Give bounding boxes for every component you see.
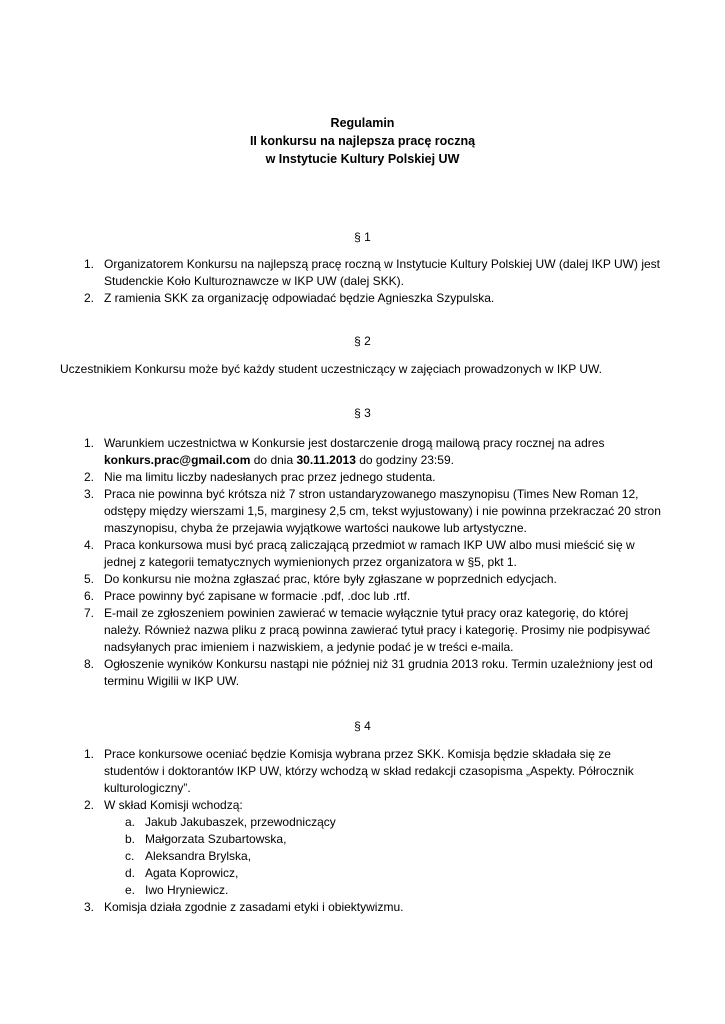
member-letter: b.	[125, 832, 136, 846]
list-item	[84, 797, 664, 899]
section-4-list	[84, 746, 664, 916]
title-line-3: w Instytucie Kultury Polskiej UW	[265, 152, 460, 166]
item-text: Prace konkursowe oceniać będzie Komisja wybrana przez SKK. Komisja będzie składała się ze studentów i doktorantów IKP UW, którzy wchodzą w skład redakcji czasopisma „Aspekty. Półrocznik kulturologiczny”.	[104, 747, 634, 795]
item-text: E-mail ze zgłoszeniem powinien zawierać w temacie wyłącznie tytuł pracy oraz kategorię, do której należy. Również nazwa pliku z pracą powinna zawierać tytuł pracy i kategorię. Prosimy nie podpisywać nadsyłanych prac imieniem i nazwiskiem, a jedynie podać je w treści e-maila.	[104, 606, 651, 654]
member-name: Małgorzata Szubartowska,	[145, 832, 287, 846]
list-item	[84, 469, 664, 486]
section-3-list	[84, 435, 664, 690]
section-1-heading: § 1	[354, 230, 371, 244]
item-number: 1.	[84, 436, 95, 450]
deadline-date: 30.11.2013	[296, 453, 356, 467]
item-text: do godziny 23:59.	[355, 453, 454, 467]
item-text: Praca nie powinna być krótsza niż 7 stron ustandaryzowanego maszynopisu (Times New Roman 12, odstępy między wierszami 1,5, marginesy 2,5 cm, tekst wyjustowany) i nie powinna przekraczać 20 stron maszynopisu, chyba że przejawia wyjątkowe wartości naukowe lub artystyczne.	[104, 487, 661, 535]
member-letter: a.	[125, 815, 136, 829]
member-name: Aleksandra Brylska,	[145, 849, 252, 863]
item-text: Do konkursu nie można zgłaszać prac, które były zgłaszane w poprzednich edycjach.	[104, 572, 557, 586]
item-number: 4.	[84, 538, 95, 552]
item-number: 7.	[84, 606, 95, 620]
list-item	[84, 256, 664, 290]
member-letter: d.	[125, 866, 136, 880]
title-line-1: Regulamin	[330, 116, 395, 130]
item-text: Z ramienia SKK za organizację odpowiadać będzie Agnieszka Szypulska.	[104, 291, 495, 305]
item-number: 1.	[84, 747, 95, 761]
section-2-text: Uczestnikiem Konkursu może być każdy student uczestniczący w zajęciach prowadzonych w IKP UW.	[60, 362, 603, 376]
item-text: Praca konkursowa musi być pracą zaliczającą przedmiot w ramach IKP UW albo musi mieścić się w jednej z kategorii tematycznych wymienionych przez organizatora w §5, pkt 1.	[104, 538, 635, 569]
committee-members-list	[104, 814, 664, 899]
section-2-heading: § 2	[354, 334, 371, 348]
item-number: 3.	[84, 487, 95, 501]
list-item	[84, 537, 664, 571]
list-item	[84, 435, 664, 469]
committee-member	[125, 882, 664, 899]
section-1-list	[84, 256, 664, 307]
list-item	[84, 571, 664, 588]
item-text: Organizatorem Konkursu na najlepszą pracę roczną w Instytucie Kultury Polskiej UW (dalej IKP UW) jest Studenckie Koło Kulturoznawcze w IKP UW (dalej SKK).	[104, 257, 661, 288]
list-item	[84, 486, 664, 537]
member-letter: e.	[125, 883, 136, 897]
item-text: W skład Komisji wchodzą:	[104, 798, 243, 812]
section-4-heading: § 4	[354, 719, 371, 733]
member-name: Jakub Jakubaszek, przewodniczący	[145, 815, 336, 829]
committee-member	[125, 865, 664, 882]
committee-member	[125, 831, 664, 848]
title-line-2: II konkursu na najlepsza pracę roczną	[249, 134, 476, 148]
committee-member	[125, 814, 664, 831]
item-text: Nie ma limitu liczby nadesłanych prac przez jednego studenta.	[104, 470, 436, 484]
item-text: Warunkiem uczestnictwa w Konkursie jest dostarczenie drogą mailową pracy rocznej na adres	[104, 436, 605, 450]
list-item	[84, 605, 664, 656]
item-number: 3.	[84, 900, 95, 914]
member-letter: c.	[125, 849, 135, 863]
item-text: do dnia	[250, 453, 297, 467]
list-item	[84, 656, 664, 690]
item-number: 1.	[84, 257, 95, 271]
item-number: 5.	[84, 572, 95, 586]
item-number: 2.	[84, 798, 95, 812]
list-item	[84, 290, 664, 307]
item-number: 2.	[84, 291, 95, 305]
item-number: 2.	[84, 470, 95, 484]
committee-member	[125, 848, 664, 865]
list-item	[84, 899, 664, 916]
item-number: 6.	[84, 589, 95, 603]
list-item	[84, 746, 664, 797]
section-3-heading: § 3	[354, 406, 371, 420]
member-name: Agata Koprowicz,	[145, 866, 239, 880]
contest-email: konkurs.prac@gmail.com	[104, 453, 251, 467]
item-text: Komisja działa zgodnie z zasadami etyki i obiektywizmu.	[104, 900, 404, 914]
item-number: 8.	[84, 657, 95, 671]
item-text: Prace powinny być zapisane w formacie .pdf, .doc lub .rtf.	[104, 589, 411, 603]
list-item	[84, 588, 664, 605]
member-name: Iwo Hryniewicz.	[145, 883, 229, 897]
document-title	[0, 114, 725, 168]
item-text: Ogłoszenie wyników Konkursu nastąpi nie później niż 31 grudnia 2013 roku. Termin uzależniony jest od terminu Wigilii w IKP UW.	[104, 657, 653, 688]
